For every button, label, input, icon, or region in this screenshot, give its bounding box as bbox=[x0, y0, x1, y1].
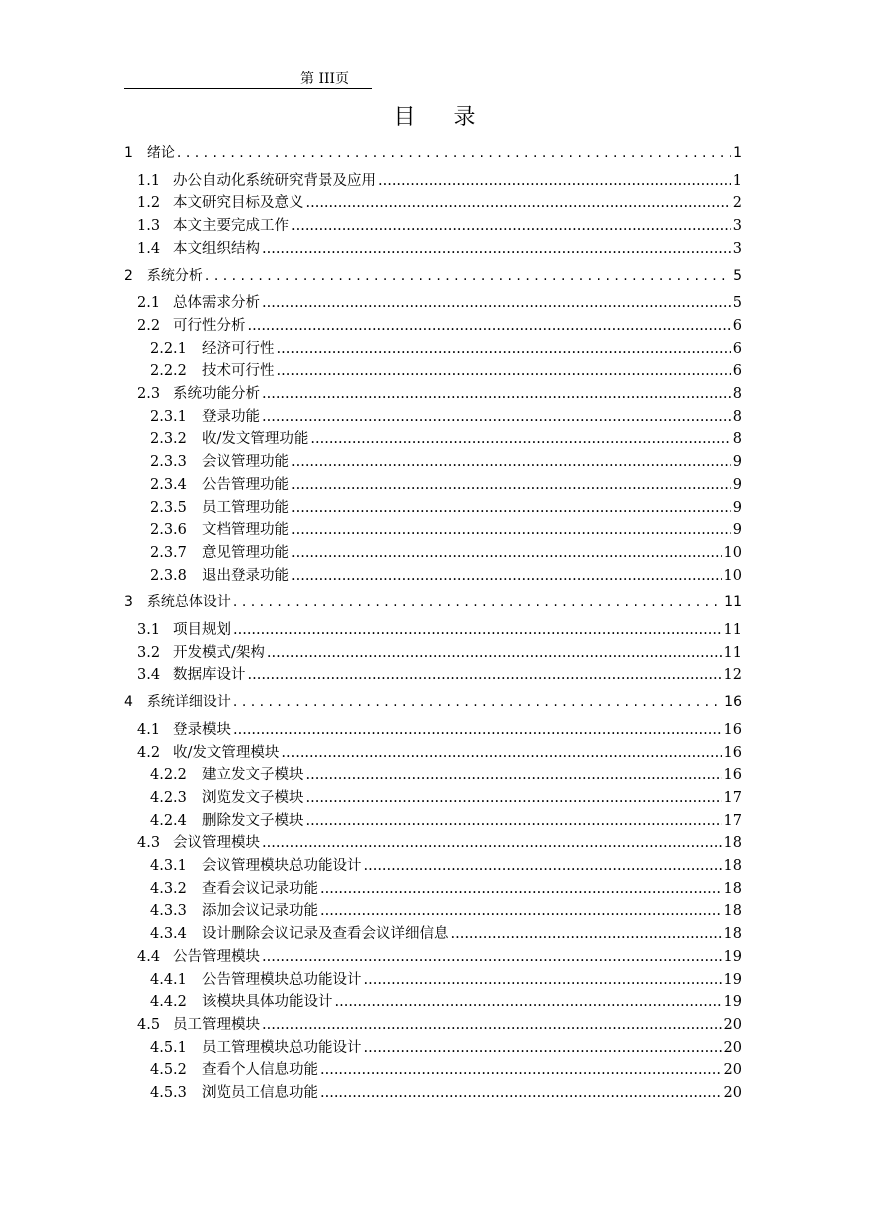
toc-entry-number: 4.5.3 bbox=[150, 1085, 187, 1101]
toc-entry-label: 查看会议记录功能 bbox=[202, 880, 318, 897]
toc-entry[interactable] bbox=[124, 337, 742, 360]
page-title: 目录 bbox=[393, 105, 514, 130]
page-header bbox=[124, 66, 372, 89]
toc-dot-leader bbox=[364, 1040, 722, 1056]
toc-entry-page: 8 bbox=[732, 408, 742, 425]
toc-entry-page: 19 bbox=[723, 971, 742, 988]
toc-entry-page: 6 bbox=[732, 317, 742, 334]
toc-dot-leader bbox=[320, 903, 722, 919]
toc-dot-leader bbox=[291, 545, 722, 561]
toc-entry-page: 17 bbox=[723, 789, 742, 806]
toc-entry-number: 3 bbox=[124, 594, 133, 611]
toc-entry-label: 登录功能 bbox=[202, 408, 260, 425]
toc-entry-label: 总体需求分析 bbox=[173, 295, 260, 312]
toc-dot-leader bbox=[233, 722, 722, 738]
toc-entry-page: 10 bbox=[723, 567, 742, 584]
toc-entry-label: 本文主要完成工作 bbox=[173, 218, 289, 235]
toc-entry[interactable] bbox=[124, 854, 742, 877]
toc-entry-number: 2.3.6 bbox=[150, 522, 187, 539]
toc-entry-label: 该模块具体功能设计 bbox=[202, 994, 333, 1011]
toc-entry[interactable] bbox=[124, 591, 742, 614]
toc-dot-leader bbox=[306, 767, 722, 783]
toc-entry-label: 数据库设计 bbox=[173, 667, 246, 684]
toc-entry[interactable] bbox=[124, 142, 742, 165]
toc-entry-number: 1.3 bbox=[137, 218, 161, 235]
toc-entry[interactable] bbox=[124, 518, 742, 541]
toc-dot-leader bbox=[233, 622, 722, 638]
toc-entry-label: 退出登录功能 bbox=[202, 567, 289, 584]
toc-entry-number: 2.2.2 bbox=[150, 363, 187, 380]
toc-entry-page: 16 bbox=[724, 694, 742, 711]
toc-entry-number: 4.4 bbox=[137, 948, 161, 965]
toc-dot-leader bbox=[177, 145, 731, 161]
toc-entry-label: 员工管理模块 bbox=[173, 1016, 260, 1033]
toc-entry-number: 4 bbox=[124, 694, 133, 711]
toc-entry[interactable] bbox=[124, 405, 742, 428]
toc-entry[interactable] bbox=[124, 1036, 742, 1059]
toc-entry-page: 1 bbox=[732, 172, 742, 189]
toc-entry-label: 会议管理功能 bbox=[202, 454, 289, 471]
toc-dot-leader bbox=[310, 431, 730, 447]
toc-dot-leader bbox=[262, 241, 731, 257]
toc-entry[interactable] bbox=[124, 968, 742, 991]
toc-entry-number: 4.3 bbox=[137, 835, 161, 852]
toc-entry-number: 1.4 bbox=[137, 240, 161, 257]
toc-entry-label: 项目规划 bbox=[173, 622, 231, 638]
toc-entry[interactable] bbox=[124, 496, 742, 519]
toc-entry-number: 1.1 bbox=[137, 172, 161, 189]
toc-entry-label: 公告管理模块 bbox=[173, 948, 260, 965]
toc-dot-leader bbox=[262, 295, 731, 311]
toc-entry-page: 18 bbox=[723, 835, 742, 852]
toc-entry-number: 1 bbox=[124, 145, 133, 161]
toc-dot-leader bbox=[320, 881, 722, 897]
toc-entry[interactable] bbox=[124, 809, 742, 832]
toc-entry-label: 绪论 bbox=[146, 145, 175, 161]
toc-entry-label: 浏览发文子模块 bbox=[202, 789, 304, 806]
toc-entry-page: 18 bbox=[723, 858, 742, 874]
toc-entry[interactable] bbox=[124, 450, 742, 473]
toc-entry-page: 6 bbox=[732, 340, 742, 357]
toc-dot-leader bbox=[248, 318, 731, 334]
toc-entry[interactable] bbox=[124, 990, 742, 1013]
toc-entry-number: 4.1 bbox=[137, 721, 161, 738]
toc-entry-page: 17 bbox=[723, 812, 742, 829]
toc-dot-leader bbox=[262, 949, 722, 965]
toc-entry[interactable] bbox=[124, 691, 742, 714]
toc-entry[interactable] bbox=[124, 786, 742, 809]
toc-dot-leader bbox=[262, 386, 731, 402]
toc-dot-leader bbox=[291, 522, 731, 538]
toc-entry-number: 4.3.4 bbox=[150, 926, 187, 943]
toc-entry-number: 4.3.2 bbox=[150, 880, 187, 897]
toc-entry[interactable] bbox=[124, 214, 742, 237]
toc-dot-leader bbox=[306, 790, 722, 806]
toc-entry-number: 4.2.2 bbox=[150, 767, 187, 784]
toc-entry-page: 2 bbox=[732, 195, 742, 212]
toc-entry-number: 4.4.1 bbox=[150, 971, 187, 988]
toc-entry-number: 2.1 bbox=[137, 295, 161, 312]
toc-entry-number: 3.2 bbox=[137, 644, 161, 661]
toc-dot-leader bbox=[277, 363, 731, 379]
toc-entry[interactable] bbox=[124, 618, 742, 641]
toc-entry[interactable] bbox=[124, 663, 742, 686]
toc-entry-page: 9 bbox=[732, 499, 742, 516]
toc-entry-label: 办公自动化系统研究背景及应用 bbox=[173, 172, 376, 189]
toc-entry-label: 技术可行性 bbox=[202, 363, 275, 380]
toc-entry-number: 4.3.1 bbox=[150, 858, 187, 874]
toc-dot-leader bbox=[248, 667, 722, 683]
toc-entry-number: 4.3.3 bbox=[150, 903, 187, 920]
toc-entry[interactable] bbox=[124, 1081, 742, 1104]
toc-dot-leader bbox=[364, 858, 722, 874]
toc-entry-label: 员工管理功能 bbox=[202, 499, 289, 516]
toc-entry-label: 删除发文子模块 bbox=[202, 812, 304, 829]
toc-entry-label: 收/发文管理模块 bbox=[173, 744, 280, 761]
toc-dot-leader bbox=[335, 994, 722, 1010]
toc-entry[interactable] bbox=[124, 899, 742, 922]
toc-entry-label: 添加会议记录功能 bbox=[202, 903, 318, 920]
toc-dot-leader bbox=[291, 454, 731, 470]
toc-entry[interactable] bbox=[124, 265, 742, 288]
toc-entry[interactable] bbox=[124, 291, 742, 314]
toc-dot-leader bbox=[291, 218, 731, 234]
toc-entry-number: 2.3.7 bbox=[150, 544, 187, 561]
toc-entry-page: 20 bbox=[723, 1085, 742, 1101]
toc-entry-number: 1.2 bbox=[137, 195, 161, 212]
toc-entry-label: 可行性分析 bbox=[173, 317, 246, 334]
toc-entry-number: 4.2 bbox=[137, 744, 161, 761]
toc-entry-label: 设计删除会议记录及查看会议详细信息 bbox=[202, 926, 449, 943]
toc-entry-label: 会议管理模块 bbox=[173, 835, 260, 852]
toc-entry-page: 18 bbox=[723, 926, 742, 943]
toc-entry-label: 文档管理功能 bbox=[202, 522, 289, 539]
toc-entry-label: 员工管理模块总功能设计 bbox=[202, 1039, 362, 1056]
toc-entry-number: 4.5.2 bbox=[150, 1062, 187, 1079]
toc-entry-label: 系统总体设计 bbox=[146, 594, 231, 611]
toc-entry-page: 18 bbox=[723, 903, 742, 920]
toc-dot-leader bbox=[277, 341, 731, 357]
toc-entry[interactable] bbox=[124, 945, 742, 968]
toc-entry-page: 11 bbox=[723, 622, 742, 638]
toc-entry[interactable] bbox=[124, 641, 742, 664]
toc-dot-leader bbox=[320, 1085, 722, 1101]
toc-entry-number: 4.2.4 bbox=[150, 812, 187, 829]
toc-entry[interactable] bbox=[124, 237, 742, 260]
toc-entry-number: 4.5 bbox=[137, 1016, 161, 1033]
toc-entry-number: 4.4.2 bbox=[150, 994, 187, 1011]
toc-entry-page: 20 bbox=[723, 1016, 742, 1033]
toc-dot-leader bbox=[306, 195, 731, 211]
toc-dot-leader bbox=[233, 594, 722, 610]
toc-entry-page: 9 bbox=[732, 454, 742, 471]
toc-entry-page: 10 bbox=[723, 544, 742, 561]
toc-entry-number: 2.3.1 bbox=[150, 408, 187, 425]
toc-entry-number: 2.3.5 bbox=[150, 499, 187, 516]
toc-entry-page: 8 bbox=[732, 386, 742, 402]
toc-entry-label: 系统功能分析 bbox=[173, 386, 260, 402]
toc-entry-page: 11 bbox=[723, 644, 742, 661]
toc-dot-leader bbox=[267, 645, 722, 661]
toc-entry-page: 20 bbox=[723, 1039, 742, 1056]
header-page-number: 第 III页 bbox=[300, 71, 350, 87]
toc-entry[interactable] bbox=[124, 763, 742, 786]
toc-entry[interactable] bbox=[124, 382, 742, 405]
toc-entry-label: 浏览员工信息功能 bbox=[202, 1085, 318, 1101]
toc-entry-number: 2.3.4 bbox=[150, 476, 187, 493]
toc-dot-leader bbox=[262, 1017, 722, 1033]
toc-entry-page: 5 bbox=[733, 267, 742, 284]
toc-entry-number: 2.2.1 bbox=[150, 340, 187, 357]
toc-entry-page: 12 bbox=[723, 667, 742, 684]
toc-dot-leader bbox=[320, 1062, 722, 1078]
toc-entry-label: 会议管理模块总功能设计 bbox=[202, 858, 362, 874]
toc-entry-label: 意见管理功能 bbox=[202, 544, 289, 561]
toc-dot-leader bbox=[205, 268, 731, 284]
toc-entry-label: 本文研究目标及意义 bbox=[173, 195, 304, 212]
toc-dot-leader bbox=[291, 500, 731, 516]
toc-entry-number: 4.2.3 bbox=[150, 789, 187, 806]
toc-entry-page: 19 bbox=[723, 994, 742, 1011]
toc-entry-page: 16 bbox=[723, 767, 742, 784]
toc-entry-number: 3.1 bbox=[137, 622, 161, 638]
toc-entry-number: 2.2 bbox=[137, 317, 161, 334]
toc-entry-page: 20 bbox=[723, 1062, 742, 1079]
toc-entry[interactable] bbox=[124, 718, 742, 741]
toc-entry-page: 19 bbox=[723, 948, 742, 965]
toc-entry-number: 2 bbox=[124, 267, 133, 284]
toc-entry-page: 8 bbox=[732, 431, 742, 448]
toc-dot-leader bbox=[262, 835, 722, 851]
toc-entry[interactable] bbox=[124, 877, 742, 900]
toc-entry[interactable] bbox=[124, 741, 742, 764]
toc-entry[interactable] bbox=[124, 1013, 742, 1036]
toc-entry[interactable] bbox=[124, 541, 742, 564]
toc-entry-page: 9 bbox=[732, 476, 742, 493]
toc-entry-page: 16 bbox=[723, 744, 742, 761]
toc-entry[interactable] bbox=[124, 191, 742, 214]
toc-entry-label: 系统详细设计 bbox=[146, 694, 231, 711]
toc-entry-number: 2.3.8 bbox=[150, 567, 187, 584]
toc-entry-page: 11 bbox=[724, 594, 742, 611]
toc-dot-leader bbox=[451, 926, 722, 942]
toc-entry-label: 查看个人信息功能 bbox=[202, 1062, 318, 1079]
toc-entry[interactable] bbox=[124, 169, 742, 192]
toc-entry-number: 2.3.3 bbox=[150, 454, 187, 471]
toc-entry-label: 登录模块 bbox=[173, 721, 231, 738]
toc-entry[interactable] bbox=[124, 314, 742, 337]
toc-entry-page: 3 bbox=[732, 218, 742, 235]
toc-dot-leader bbox=[291, 568, 722, 584]
toc-entry-label: 公告管理功能 bbox=[202, 476, 289, 493]
toc-dot-leader bbox=[281, 745, 721, 761]
toc-entry-label: 系统分析 bbox=[146, 267, 203, 284]
toc-dot-leader bbox=[306, 813, 722, 829]
toc-entry[interactable] bbox=[124, 359, 742, 382]
toc-entry-label: 建立发文子模块 bbox=[202, 767, 304, 784]
toc-entry[interactable] bbox=[124, 831, 742, 854]
toc-entry-number: 2.3.2 bbox=[150, 431, 187, 448]
toc-dot-leader bbox=[233, 694, 722, 710]
toc-dot-leader bbox=[378, 173, 731, 189]
toc-entry-label: 经济可行性 bbox=[202, 340, 275, 357]
toc-entry-number: 3.4 bbox=[137, 667, 161, 684]
toc-entry[interactable] bbox=[124, 564, 742, 587]
toc-entry-page: 18 bbox=[723, 880, 742, 897]
toc-entry-label: 开发模式/架构 bbox=[173, 644, 265, 661]
toc-entry-page: 1 bbox=[733, 145, 742, 161]
toc-entry-number: 4.5.1 bbox=[150, 1039, 187, 1056]
toc-entry[interactable] bbox=[124, 1058, 742, 1081]
toc-entry-page: 3 bbox=[732, 240, 742, 257]
toc-entry-page: 6 bbox=[732, 363, 742, 380]
toc-entry-page: 9 bbox=[732, 522, 742, 539]
toc-dot-leader bbox=[364, 972, 722, 988]
toc-entry-page: 5 bbox=[732, 295, 742, 312]
toc-entry-label: 本文组织结构 bbox=[173, 240, 260, 257]
toc-entry-page: 16 bbox=[723, 721, 742, 738]
toc-entry[interactable] bbox=[124, 922, 742, 945]
toc-dot-leader bbox=[262, 409, 731, 425]
toc-entry-label: 收/发文管理功能 bbox=[202, 431, 309, 448]
toc-entry[interactable] bbox=[124, 427, 742, 450]
toc-entry-number: 2.3 bbox=[137, 386, 161, 402]
toc-entry[interactable] bbox=[124, 473, 742, 496]
toc-dot-leader bbox=[291, 477, 731, 493]
toc-entry-label: 公告管理模块总功能设计 bbox=[202, 971, 362, 988]
